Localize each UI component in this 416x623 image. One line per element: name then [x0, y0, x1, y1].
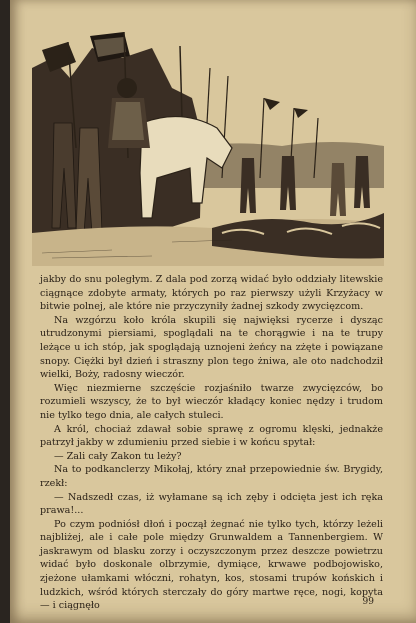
paragraph: Na to podkanclerzy Mikołaj, który znał przepowiednie św. Brygidy, rzekł:: [40, 464, 383, 489]
dialogue-line: — Nadszedł czas, iż wyłamane są ich zęby i odcięta jest ich ręka prawa!...: [40, 491, 383, 517]
paragraph: Więc niezmierne szczęście rozjaśniło twarze zwycięzców, bo rozumieli wszyscy, że to był wieczór kładący koniec nędzy i trudom nie tylko tego dnia, ale całych stuleci.: [40, 382, 383, 421]
book-page: [10, 0, 416, 623]
page-number: 99: [362, 597, 374, 607]
paragraph: A król, chociaż zdawał sobie sprawę z ogromu klęski, jednakże patrzył jakby w zdumieniu przed siebie i w końcu spytał:: [40, 423, 383, 449]
battle-illustration: [32, 28, 384, 266]
dialogue-line: — Zali cały Zakon tu leży?: [54, 450, 182, 462]
paragraph: Po czym podniósł dłoń i począł żegnać nie tylko tych, którzy leżeli najbliżej, ale i całe pole między Grunwaldem a Tannenbergiem. W jaskrawym od blasku zorzy i oczyszczonym przez deszcze powietrzu widać było doskonale olbrzymie, dymiące, krwawe podbojowisko, zjeżone ułamkami włóczni, rohatyn, kos, stosami trupów końskich i ludzkich, wśród których sterczały do góry martwe ręce, nogi, kopyta — i ciągnęło: [40, 518, 383, 612]
paragraph: Na wzgórzu koło króla skupili się najwięksi rycerze i dysząc utrudzonymi piersiami, spoglądali na te chorągwie i na te trupy leżące u ich stóp, jak spoglądają uznojeni żeńcy na zżęte i powiązane snopy. Ciężki był dzień i straszny plon tego żniwa, ale oto nadchodził wielki, Boży, radosny wieczór.: [40, 314, 383, 381]
paragraph: jakby do snu poległym. Z dala pod zorzą widać było oddziały litewskie ciągnące zdobyte armaty, których po raz pierwszy użyli Krzyżacy w bitwie polnej, ale które nie przyczyniły żadnej szkody zwycięzcom.: [40, 274, 383, 313]
body-text: [40, 273, 383, 613]
